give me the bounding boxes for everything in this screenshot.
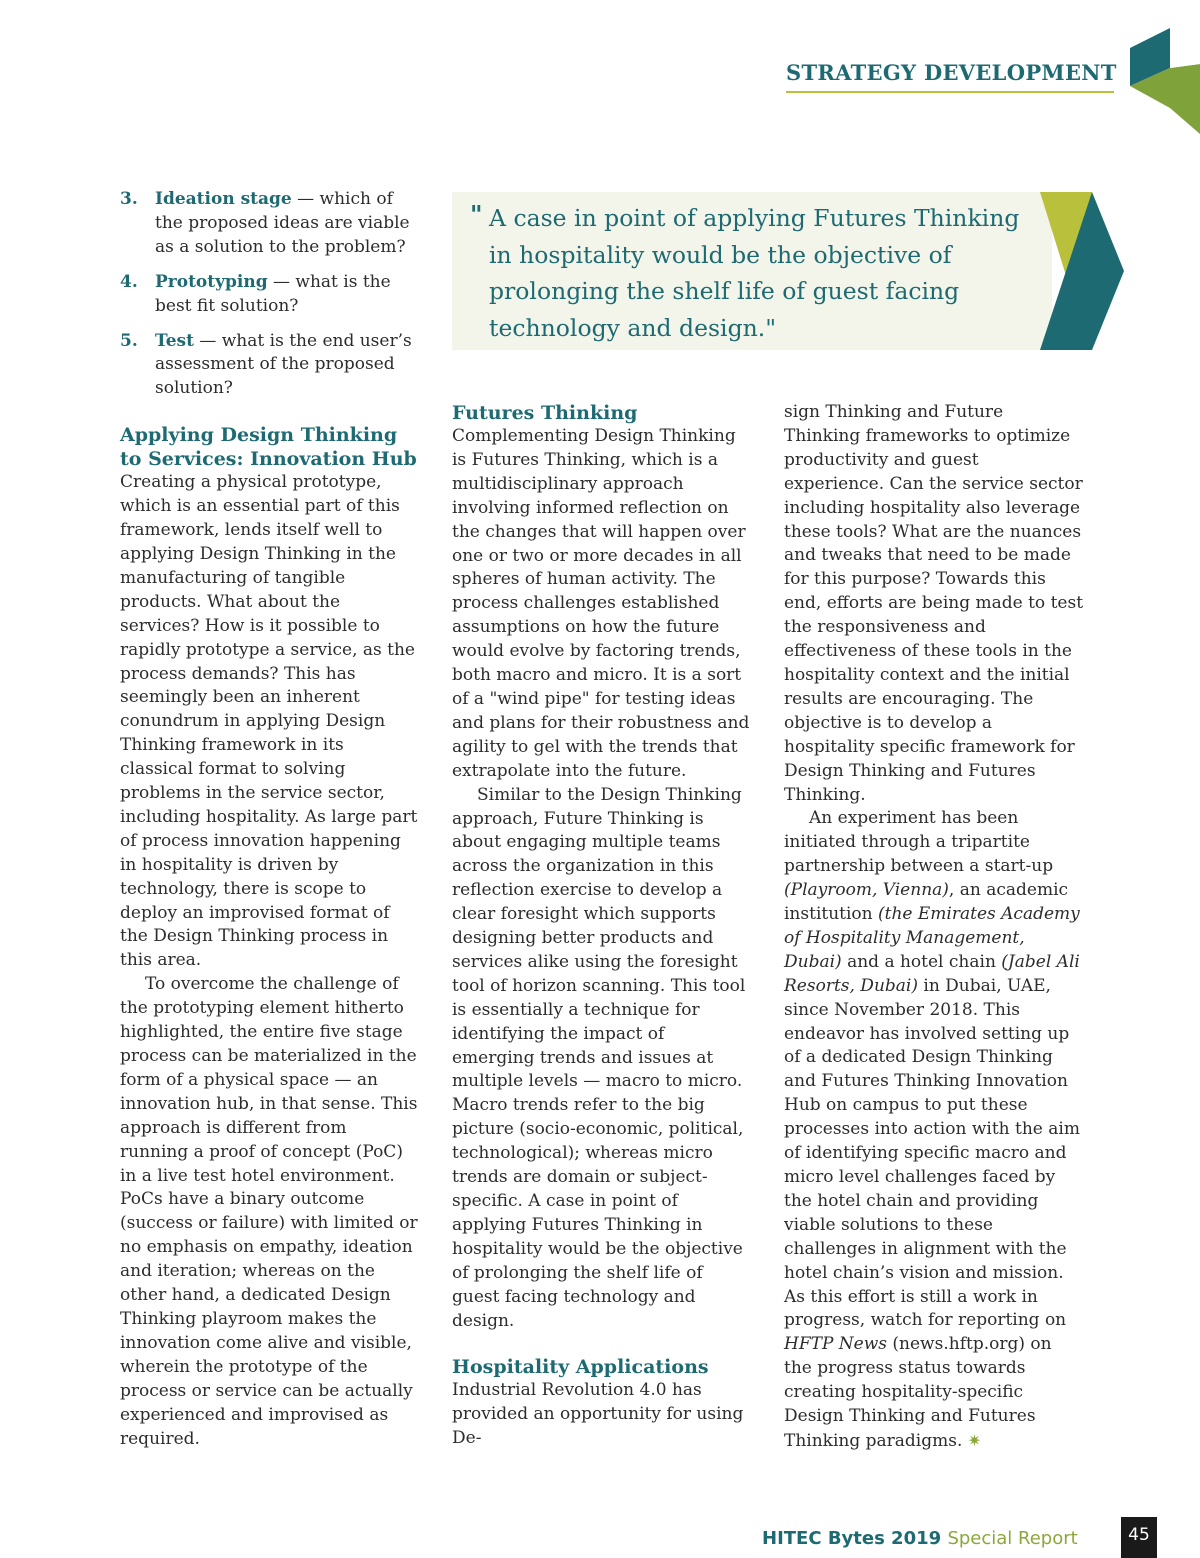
paragraph: Complementing Design Thinking is Futures Thinking, which is a multidisciplinary approach involving informed reflection on the changes that will happen over one or two or more decades in all spheres of human activity. The process challenges established assumptions on how the future would evolve by factoring trends, both macro and micro. It is a sort of a "wind pipe" for testing ideas and plans for their robustness and agility to gel with the trends that extrapolate into the future.	[452, 426, 750, 781]
text-run: (news.hftp.org) on the progress status towards creating hospitality-specific Design Thinking and Futures Thinking paradigms.	[784, 1334, 1052, 1451]
text-run-italic: (the Emirates Academy of Hospitality Management, Dubai)	[784, 904, 1080, 972]
heading-innovation-hub: Applying Design Thinking to Services: Innovation Hub	[120, 424, 417, 471]
text-run-italic: (Jabel Ali Resorts, Dubai)	[784, 951, 1080, 996]
paragraph: sign Thinking and Future Thinking frameworks to optimize productivity and guest experience. Can the service sector including hospitality also leverage these tools? What are the nuances and tweaks that need to be made for this purpose? Towards this end, efforts are being made to test the responsiveness and effectiveness of these tools in the hospitality context and the initial results are encouraging. The objective is to develop a hospitality specific framework for Design Thinking and Futures Thinking.	[784, 402, 1084, 805]
paragraph: Creating a physical prototype, which is an essential part of this framework, lends itself well to applying Design Thinking in the manufacturing of tangible products. What about the services? How is it possible to rapidly prototype a service, as the process demands? This has seemingly been an inherent conundrum in applying Design Thinking framework in its classical format to solving problems in the service sector, including hospitality. As large part of process innovation happening in hospitality is driven by technology, there is scope to deploy an improvised format of the Design Thinking process in this area.	[120, 472, 418, 971]
text-run: and a hotel chain	[841, 951, 1002, 972]
footer-report: Special Report	[947, 1528, 1078, 1549]
stage-description: — which of the proposed ideas are viable as a solution to the problem?	[155, 189, 410, 257]
stage-description: — what is the best fit solution?	[155, 271, 391, 316]
list-item	[120, 330, 420, 402]
page-number: 45	[1121, 1517, 1157, 1558]
paragraph: Similar to the Design Thinking approach, Future Thinking is about engaging multiple teams across the organization in this reflection exercise to develop a clear foresight which supports designing better products and services alike using the foresight tool of horizon scanning. This tool is essentially a technique for identifying the impact of emerging trends and issues at multiple levels — macro to micro. Macro trends refer to the big picture (socio-economic, political, technological); whereas micro trends are domain or subject-specific. A case in point of applying Futures Thinking in hospitality would be the objective of prolonging the shelf life of guest facing technology and design.	[452, 784, 746, 1331]
text-run: , an academic institution	[784, 880, 1069, 925]
header-rule	[786, 91, 1114, 93]
heading-futures-thinking: Futures Thinking	[452, 402, 638, 424]
stage-number: 5.	[120, 330, 138, 351]
end-mark-icon: ✷	[967, 1430, 982, 1450]
footer	[762, 1528, 1078, 1549]
stage-name: Test	[155, 330, 194, 351]
heading-hospitality-applications: Hospitality Applications	[452, 1356, 709, 1379]
text-run: in Dubai, UAE, since November 2018. This endeavor has involved setting up of a dedicated Design Thinking and Futures Thinking Innovation Hub on campus to put these processes into action with the aim of identifying specific macro and micro level challenges faced by the hotel chain and providing viable solutions to these challenges in alignment with the hotel chain’s vision and mission. As this effort is still a work in progress, watch for reporting on	[784, 975, 1080, 1331]
stage-number: 3.	[120, 189, 138, 209]
pull-quote-text: A case in point of applying Futures Thinking in hospitality would be the objective of prolonging the shelf life of guest facing technology and design."	[489, 204, 1020, 342]
paragraph	[784, 807, 1084, 1453]
column-1	[120, 188, 420, 1451]
stage-name: Ideation stage	[155, 189, 292, 209]
text-run-italic: (Playroom, Vienna)	[784, 880, 949, 901]
stage-name: Prototyping	[155, 271, 268, 292]
footer-publication: HITEC Bytes 2019	[762, 1528, 942, 1549]
stage-description: — what is the end user’s assessment of the proposed solution?	[155, 330, 412, 399]
text-run-italic: HFTP News	[784, 1334, 888, 1355]
column-3	[784, 401, 1084, 1454]
column-2	[452, 401, 752, 1451]
stage-number: 4.	[120, 271, 138, 292]
text-run: An experiment has been initiated through a tripartite partnership between a start-up	[784, 808, 1054, 877]
section-header: STRATEGY DEVELOPMENT	[786, 60, 1117, 85]
paragraph: Industrial Revolution 4.0 has provided an opportunity for using De-	[452, 1380, 744, 1449]
corner-chevron-icon	[1130, 28, 1200, 134]
pull-quote-chevron-icon	[1040, 192, 1124, 350]
pull-quote-open-mark: "	[470, 200, 483, 229]
list-item	[120, 271, 420, 319]
stage-list	[120, 188, 420, 401]
list-item	[120, 188, 420, 260]
paragraph: To overcome the challenge of the prototyping element hitherto highlighted, the entire five stage process can be materialized in the form of a physical space — an innovation hub, in that sense. This approach is different from running a proof of concept (PoC) in a live test hotel environment. PoCs have a binary outcome (success or failure) with limited or no emphasis on empathy, ideation and iteration; whereas on the other hand, a dedicated Design Thinking playroom makes the innovation come alive and visible, wherein the prototype of the process or service can be actually experienced and improvised as required.	[120, 974, 418, 1449]
